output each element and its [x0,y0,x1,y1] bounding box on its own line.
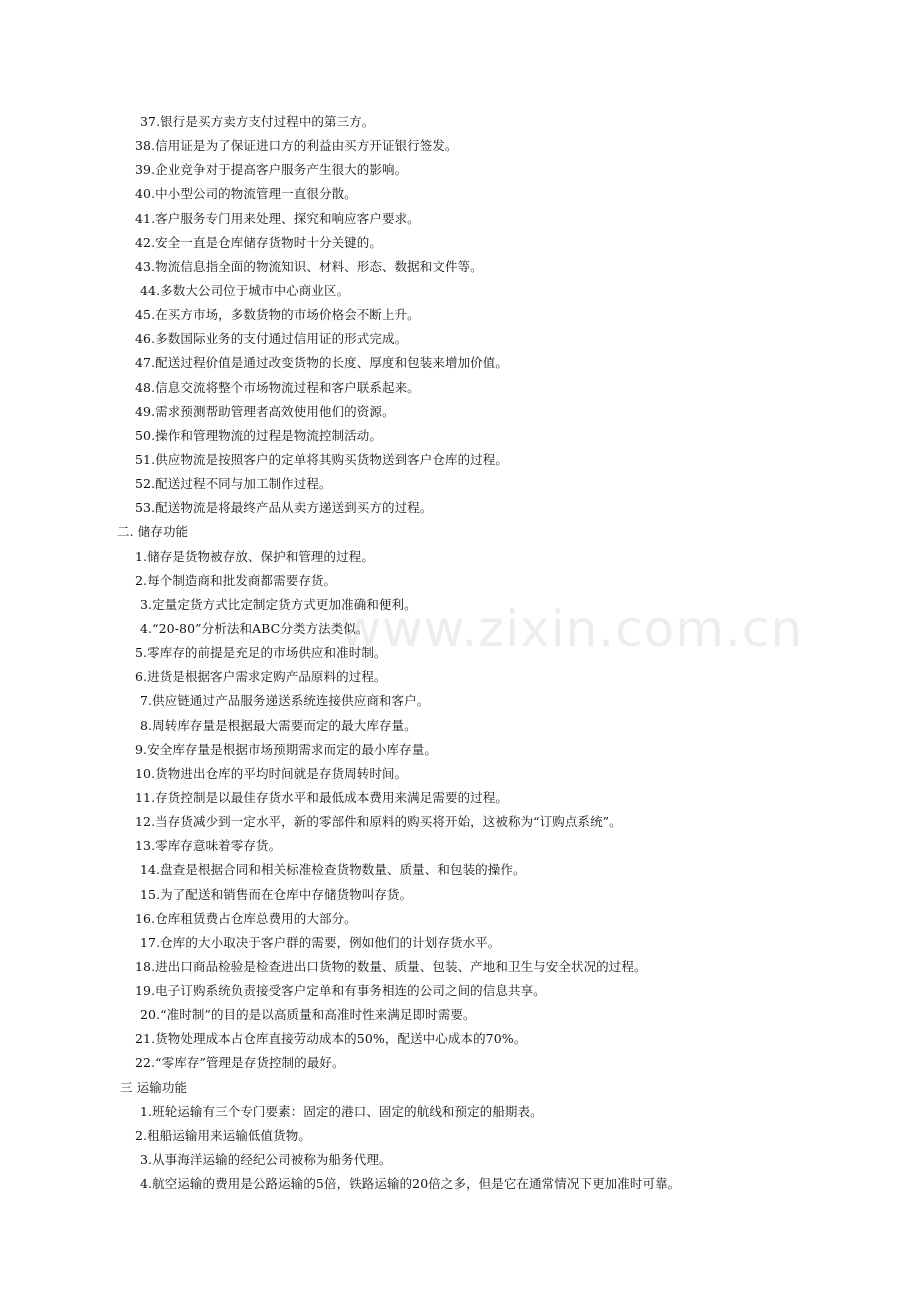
list-item: 47.配送过程价值是通过改变货物的长度、厚度和包装来增加价值。 [135,355,508,371]
list-item: 10.货物进出仓库的平均时间就是存货周转时间。 [135,765,408,781]
list-item: 8.周转库存量是根据最大需要而定的最大库存量。 [140,717,417,733]
list-item: 15.为了配送和销售而在仓库中存储货物叫存货。 [140,886,413,902]
list-item: 17.仓库的大小取决于客户群的需要，例如他们的计划存货水平。 [140,934,501,950]
list-item: 46.多数国际业务的支付通过信用证的形式完成。 [135,331,408,347]
document-body [0,110,920,1196]
list-item: 44.多数大公司位于城市中心商业区。 [140,282,350,298]
list-item: 43.物流信息指全面的物流知识、材料、形态、数据和文件等。 [135,258,483,274]
list-item: 42.安全一直是仓库储存货物时十分关键的。 [135,234,382,250]
list-item: 52.配送过程不同与加工制作过程。 [135,476,332,492]
list-item: 9.安全库存量是根据市场预期需求而定的最小库存量。 [135,741,437,757]
list-item: 1.储存是货物被存放、保护和管理的过程。 [135,548,374,564]
list-item: 4.航空运输的费用是公路运输的5倍，铁路运输的20倍之多，但是它在通常情况下更加准时可靠。 [140,1176,681,1192]
list-item: 13.零库存意味着零存货。 [135,838,282,854]
list-item: 11.存货控制是以最佳存货水平和最低成本费用来满足需要的过程。 [135,789,508,805]
list-item: 50.操作和管理物流的过程是物流控制活动。 [135,427,382,443]
list-item: 51.供应物流是按照客户的定单将其购买货物送到客户仓库的过程。 [135,451,508,467]
list-item: 6.进货是根据客户需求定购产品原料的过程。 [135,669,387,685]
list-item: 21.货物处理成本占仓库直接劳动成本的50%，配送中心成本的70%。 [135,1031,527,1047]
list-item: 7.供应链通过产品服务递送系统连接供应商和客户。 [140,693,430,709]
watermark: www.zixin.com.cn [340,600,804,658]
list-item: 16.仓库租赁费占仓库总费用的大部分。 [135,910,357,926]
list-item: 3.从事海洋运输的经纪公司被称为船务代理。 [140,1152,392,1168]
list-item: 1.班轮运输有三个专门要素：固定的港口、固定的航线和预定的船期表。 [140,1103,543,1119]
list-item: 39.企业竞争对于提高客户服务产生很大的影响。 [135,162,408,178]
list-item: 5.零库存的前提是充足的市场供应和准时制。 [135,645,387,661]
list-item: 19.电子订购系统负责接受客户定单和有事务相连的公司之间的信息共享。 [135,983,546,999]
list-item: 49.需求预测帮助管理者高效使用他们的资源。 [135,403,395,419]
list-item: 53.配送物流是将最终产品从卖方递送到买方的过程。 [135,500,433,516]
list-item: 41.客户服务专门用来处理、探究和响应客户要求。 [135,210,420,226]
section-heading: 二. 储存功能 [117,524,189,540]
list-item: 38.信用证是为了保证进口方的利益由买方开证银行签发。 [135,138,458,154]
list-item: 22.“零库存”管理是存货控制的最好。 [135,1055,345,1071]
list-item: 18.进出口商品检验是检查进出口货物的数量、质量、包装、产地和卫生与安全状况的过程。 [135,958,647,974]
list-item: 40.中小型公司的物流管理一直很分散。 [135,186,357,202]
list-item: 48.信息交流将整个市场物流过程和客户联系起来。 [135,379,420,395]
section-heading: 三 运输功能 [120,1079,188,1095]
list-item: 45.在买方市场，多数货物的市场价格会不断上升。 [135,307,420,323]
list-item: 3.定量定货方式比定制定货方式更加准确和便利。 [140,596,417,612]
list-item: 20.“准时制”的目的是以高质量和高准时性来满足即时需要。 [140,1007,476,1023]
list-item: 12.当存货减少到一定水平，新的零部件和原料的购买将开始，这被称为“订购点系统”。 [135,814,622,830]
list-item: 4.“20-80”分析法和ABC分类方法类似。 [140,620,369,636]
list-item: 14.盘查是根据合同和相关标准检查货物数量、质量、和包装的操作。 [140,862,526,878]
list-item: 2.每个制造商和批发商都需要存货。 [135,572,337,588]
list-item: 2.租船运输用来运输低值货物。 [135,1127,311,1143]
list-item: 37.银行是买方卖方支付过程中的第三方。 [140,114,375,129]
